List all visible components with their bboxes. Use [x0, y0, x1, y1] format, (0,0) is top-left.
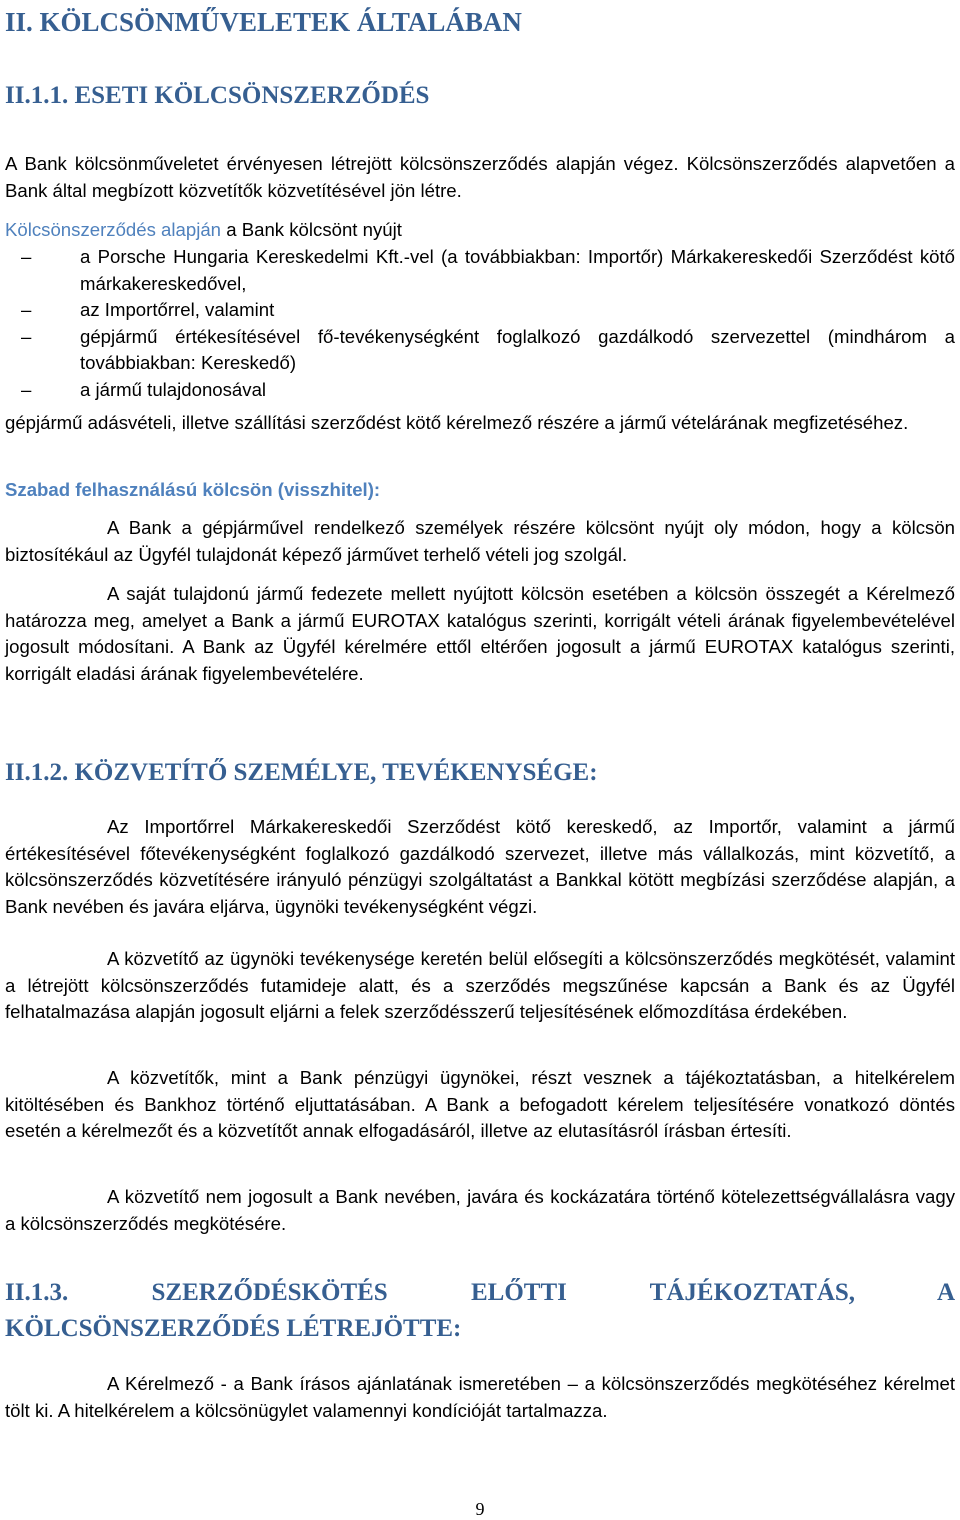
section-1-lead — [5, 217, 955, 244]
dash-bullet-icon: – — [21, 378, 32, 400]
list-item: – az Importőrrel, valamint — [5, 297, 955, 324]
section-2-title: II.1.2. KÖZVETÍTŐ SZEMÉLYE, TEVÉKENYSÉGE: — [5, 759, 598, 786]
list-item: – a jármű tulajdonosával — [5, 377, 955, 404]
section-3-title-line-1: II.1.3. SZERZŐDÉSKÖTÉS ELŐTTI TÁJÉKOZTATÁS, A — [5, 1279, 955, 1306]
intermediary-paragraph-3: A közvetítők, mint a Bank pénzügyi ügynökei, részt vesznek a tájékoztatásban, a hitelkérelem kitöltésében és Bankhoz történő eljuttatásában. A Bank a befogadott kérelem teljesítésére vonatkozó döntés esetén a kérelmezőt és a közvetítőt annak elfogadásáról, illetve az elutasításról írásban értesíti. — [5, 1067, 955, 1142]
lead-text: a Bank kölcsönt nyújt — [221, 219, 402, 240]
intermediary-paragraph-4: A közvetítő nem jogosult a Bank nevében, javára és kockázatára történő kötelezettségvállalásra vagy a kölcsönszerződés megkötésére. — [5, 1186, 955, 1234]
pre-contract-paragraph-1: A Kérelmező - a Bank írásos ajánlatának ismeretében – a kölcsönszerződés megkötéséhez kérelmet tölt ki. A hitelkérelem a kölcsönügylet valamennyi kondícióját tartalmazza. — [5, 1373, 955, 1421]
main-heading: II. KÖLCSÖNMŰVELETEK ÁLTALÁBAN — [5, 7, 522, 37]
subheading-refinance: Szabad felhasználású kölcsön (visszhitel): — [5, 479, 381, 500]
dash-bullet-icon: – — [21, 299, 32, 321]
list-item: – gépjármű értékesítésével fő-tevékenységként foglalkozó gazdálkodó szervezettel (mindhárom a továbbiakban: Kereskedő) — [21, 325, 955, 374]
list-item: – a Porsche Hungaria Kereskedelmi Kft.-vel (a továbbiakban: Importőr) Márkakereskedői Szerződést kötő márkakereskedővel, — [21, 246, 955, 294]
refinance-paragraph-2: A saját tulajdonú jármű fedezete mellett nyújtott kölcsön esetében a kölcsön összegét a Kérelmező határozza meg, amelyet a Bank a jármű EUROTAX katalógus szerinti, korrigált vételi árának figyelembevételével jogosult módosítani. A Bank az Ügyfél kérelmére ettől eltérően jogosult a jármű EUROTAX katalógus szerinti, korrigált eladási árának figyelembevételére. — [5, 583, 955, 684]
intermediary-paragraph-1: Az Importőrrel Márkakereskedői Szerződést kötő kereskedő, az Importőr, valamint a jármű értékesítésével főtevékenységként foglalkozó gazdálkodó szervezet, illetve más vállalkozás, mint közvetítő, a kölcsönszerződés közvetítésére irányuló pénzügyi szolgáltatást a Bankkal kötött megbízási szerződése alapján, a Bank nevében és javára eljárva, ügynöki tevékenységként végzi. — [5, 816, 955, 917]
dash-bullet-icon: – — [21, 325, 32, 347]
section-1-title: II.1.1. ESETI KÖLCSÖNSZERZŐDÉS — [5, 82, 430, 109]
section-3-title-line-2: KÖLCSÖNSZERZŐDÉS LÉTREJÖTTE: — [5, 1315, 462, 1342]
dash-bullet-icon: – — [21, 246, 32, 267]
section-1-intro: A Bank kölcsönműveletet érvényesen létrejött kölcsönszerződés alapján végez. Kölcsönszerződés alapvetően a Bank által megbízott közvetítők közvetítésével jön létre. — [5, 153, 955, 201]
intermediary-paragraph-2: A közvetítő az ügynöki tevékenysége keretén belül elősegíti a kölcsönszerződés megkötését, valamint a létrejött kölcsönszerződés futamideje alatt, és a szerződés megszűnése kapcsán a Bank és az Ügyfél felhatalmazása alapján jogosult eljárni a felek szerződésszerű teljesítésének előmozdítása érdekében. — [5, 948, 955, 1023]
after-list-text: gépjármű adásvételi, illetve szállítási szerződést kötő kérelmező részére a jármű vételárának megfizetéséhez. — [5, 412, 909, 433]
lender-target-list — [5, 244, 955, 404]
lead-highlight: Kölcsönszerződés alapján — [5, 219, 222, 240]
page-number: 9 — [475, 1499, 485, 1519]
refinance-paragraph-1: A Bank a gépjárművel rendelkező személyek részére kölcsönt nyújt oly módon, hogy a kölcsön biztosítékául az Ügyfél tulajdonát képező járművet terhelő vételi jog szolgál. — [5, 517, 955, 565]
